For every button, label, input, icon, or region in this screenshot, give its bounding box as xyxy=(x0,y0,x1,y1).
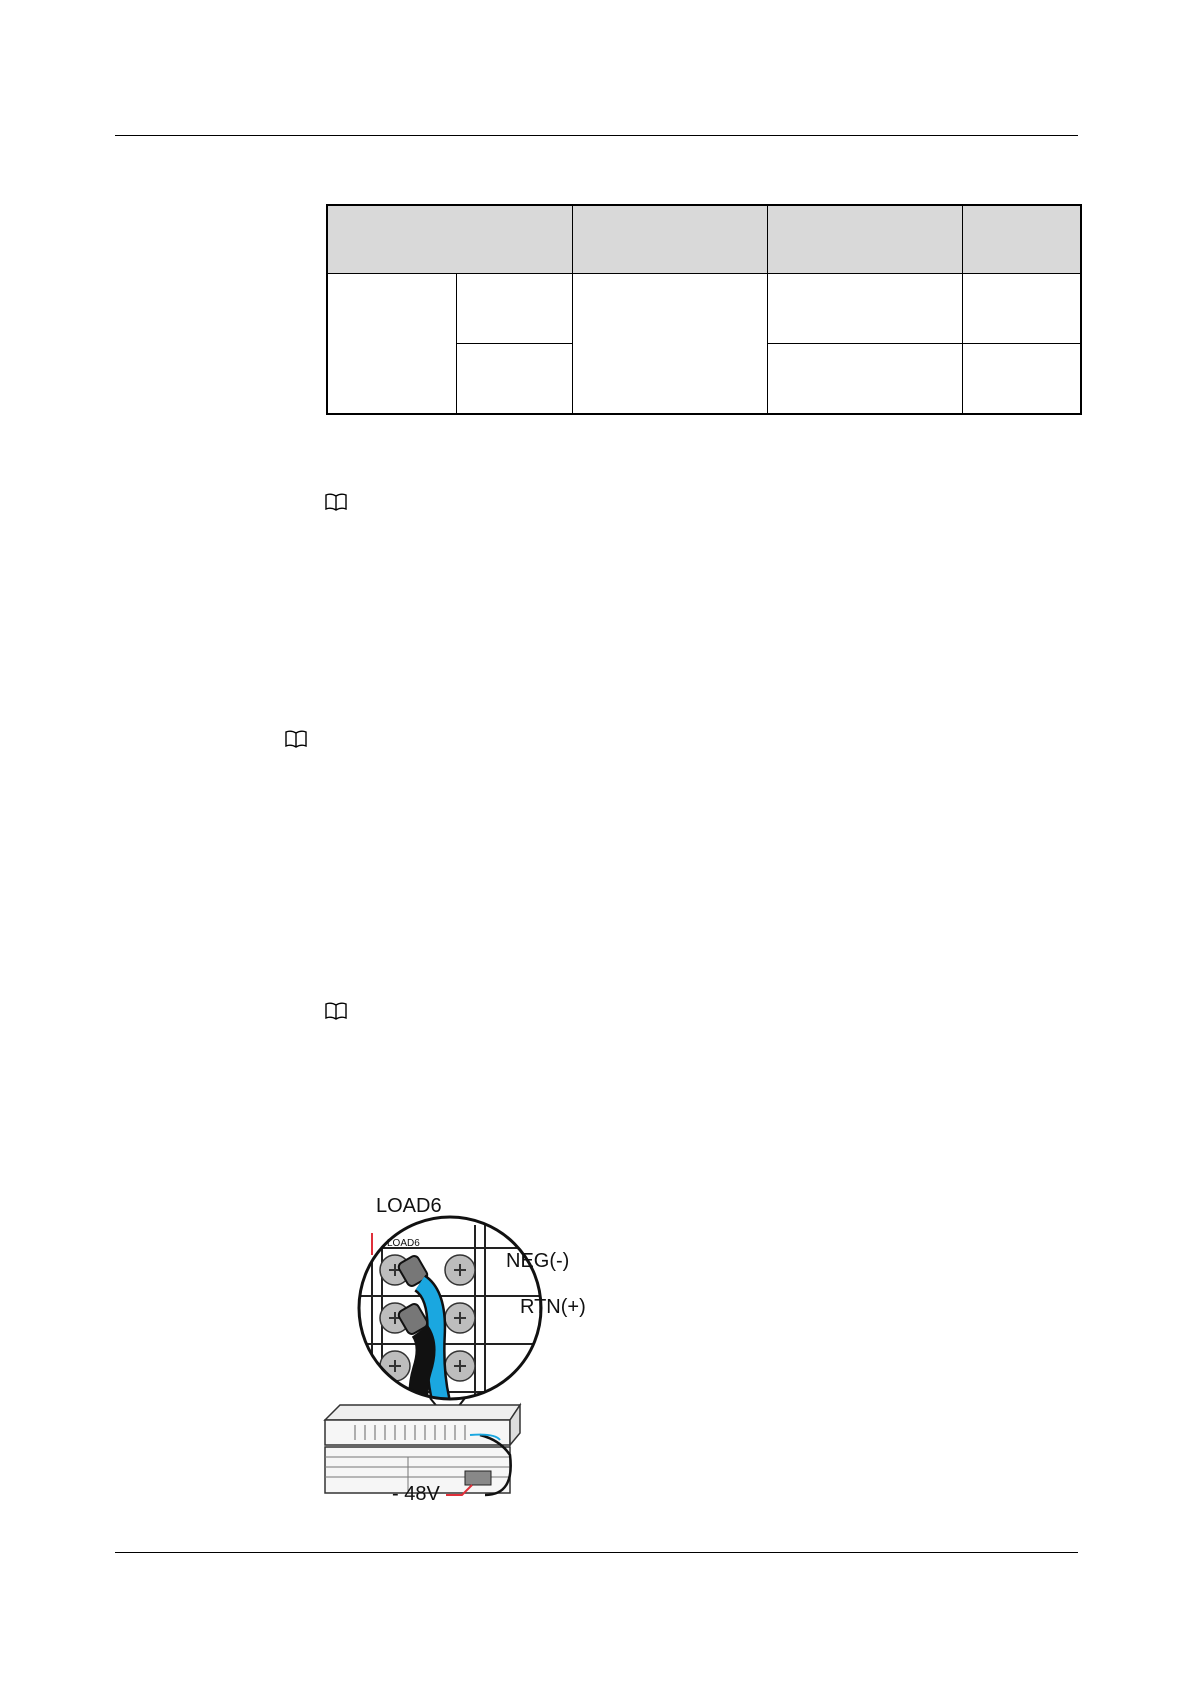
table-header-cell xyxy=(327,205,572,274)
table-cell xyxy=(456,344,572,415)
table-cell xyxy=(456,274,572,344)
table-cell xyxy=(767,344,962,415)
table-header-cell xyxy=(572,205,767,274)
figure-label-load: LOAD6 xyxy=(376,1195,442,1217)
table-cell xyxy=(767,274,962,344)
header-rule xyxy=(115,135,1078,136)
book-note-icon xyxy=(325,1002,347,1020)
table-row xyxy=(327,274,1081,344)
table-cell xyxy=(572,274,767,415)
table-header-cell xyxy=(767,205,962,274)
table-cell xyxy=(327,274,456,415)
footer-rule xyxy=(115,1552,1078,1553)
power-cable-diagram xyxy=(320,1195,600,1505)
figure-label-load-small: LOAD6 xyxy=(387,1238,420,1249)
book-note-icon xyxy=(325,493,347,511)
figure-label-rtn: RTN(+) xyxy=(520,1296,586,1318)
spec-table xyxy=(326,204,1082,415)
figure-label-voltage: - 48V xyxy=(392,1483,440,1505)
power-cable-figure xyxy=(320,1195,600,1505)
book-note-icon xyxy=(285,730,307,748)
table-cell xyxy=(962,274,1081,344)
table-header-row xyxy=(327,205,1081,274)
table-cell xyxy=(962,344,1081,415)
figure-label-neg: NEG(-) xyxy=(506,1250,570,1272)
table-header-cell xyxy=(962,205,1081,274)
